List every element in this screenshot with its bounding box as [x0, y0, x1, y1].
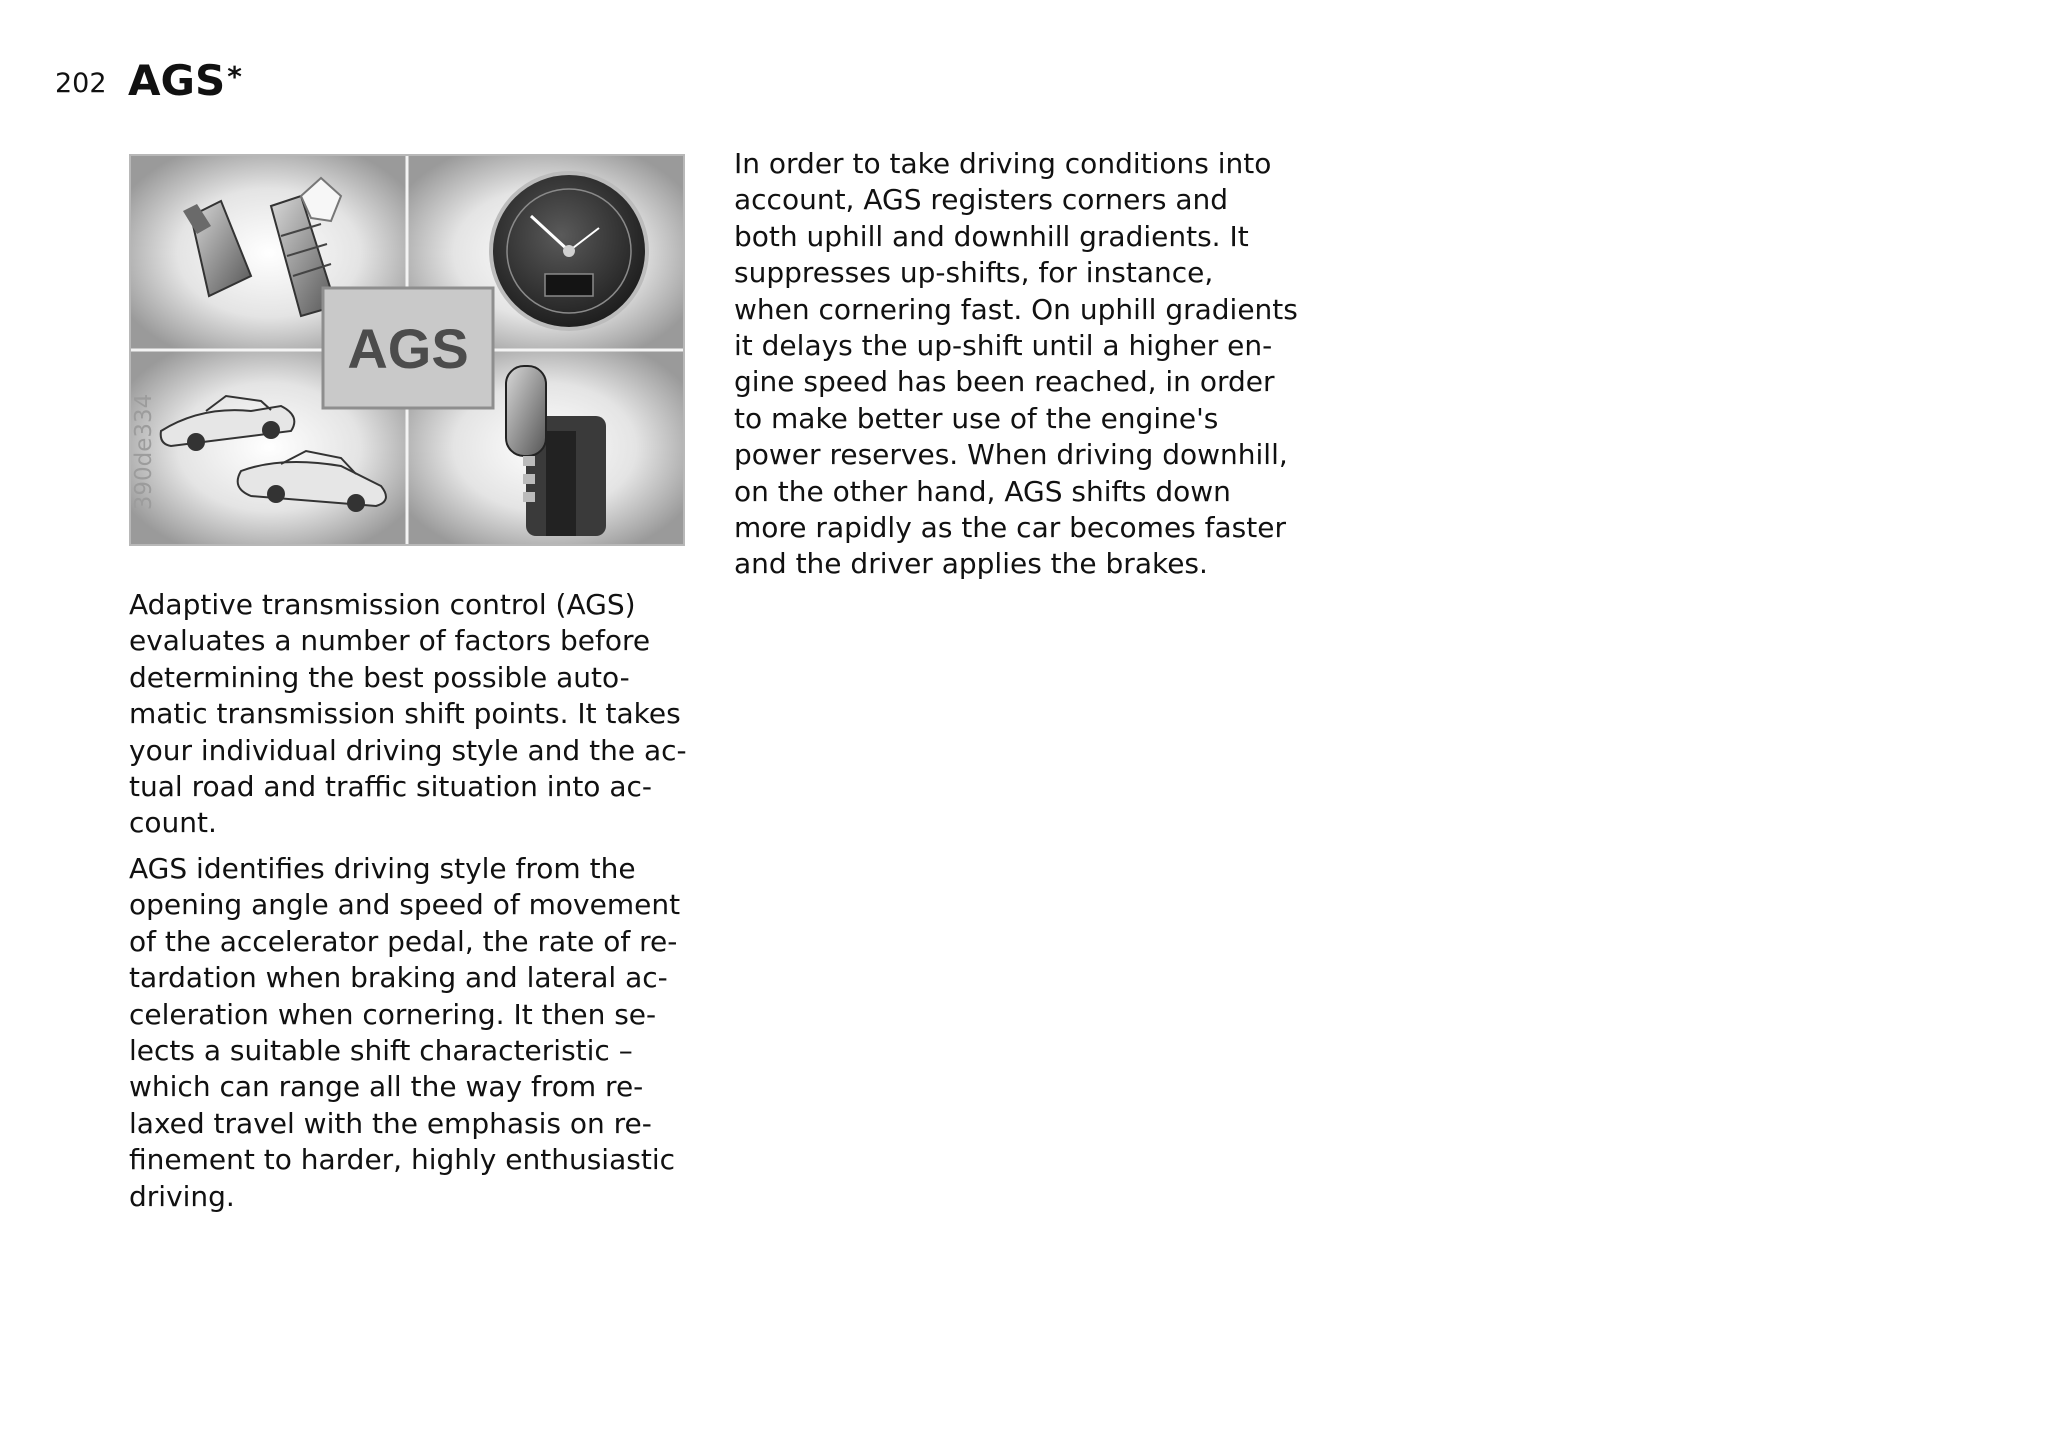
text-line: celeration when cornering. It then se-	[129, 997, 657, 1031]
text-line: In order to take driving conditions into	[734, 147, 1272, 180]
ags-figure-label: AGS	[347, 317, 469, 380]
text-line: finement to harder, highly enthusiastic	[129, 1143, 675, 1177]
text-line: lects a suitable shift characteristic –	[129, 1034, 633, 1068]
page-number: 202	[55, 68, 107, 99]
ags-illustration	[129, 154, 685, 546]
text-line: to make better use of the engine's	[734, 401, 1219, 435]
text-line: on the other hand, AGS shifts down	[734, 474, 1231, 508]
title-asterisk: *	[227, 60, 242, 93]
text-line: laxed travel with the emphasis on re-	[129, 1106, 652, 1140]
text-line: AGS identifies driving style from the	[129, 852, 636, 885]
text-line: of the accelerator pedal, the rate of re-	[129, 924, 678, 958]
text-line: and the driver applies the brakes.	[734, 547, 1208, 581]
text-line: tardation when braking and lateral ac-	[129, 961, 668, 995]
figure-code: 390de334	[131, 393, 157, 511]
text-line: which can range all the way from re-	[129, 1070, 644, 1104]
text-line: when cornering fast. On uphill gradients	[734, 292, 1298, 326]
paragraph-driving-style	[129, 851, 709, 1215]
text-line: gine speed has been reached, in order	[734, 365, 1275, 399]
speedometer-icon	[491, 173, 647, 329]
text-line: count.	[129, 806, 217, 840]
text-line: matic transmission shift points. It takes	[129, 697, 681, 731]
text-line: it delays the up-shift until a higher en-	[734, 329, 1273, 363]
page-title	[128, 54, 242, 105]
paragraph-driving-conditions	[734, 146, 1314, 583]
text-line: both uphill and downhill gradients. It	[734, 219, 1249, 253]
text-line: evaluates a number of factors before	[129, 624, 651, 658]
text-line: driving.	[129, 1179, 235, 1213]
text-line: suppresses up-shifts, for instance,	[734, 256, 1214, 290]
text-line: your individual driving style and the ac-	[129, 733, 687, 767]
title-text: AGS	[128, 56, 226, 105]
text-line: Adaptive transmission control (AGS)	[129, 588, 636, 621]
paragraph-intro	[129, 587, 709, 842]
text-line: account, AGS registers corners and	[734, 183, 1229, 217]
text-line: determining the best possible auto-	[129, 660, 630, 694]
text-line: opening angle and speed of movement	[129, 888, 681, 922]
ags-label-box	[323, 288, 493, 408]
text-line: more rapidly as the car becomes faster	[734, 511, 1286, 545]
text-line: tual road and traffic situation into ac-	[129, 770, 652, 804]
text-line: power reserves. When driving downhill,	[734, 438, 1288, 472]
